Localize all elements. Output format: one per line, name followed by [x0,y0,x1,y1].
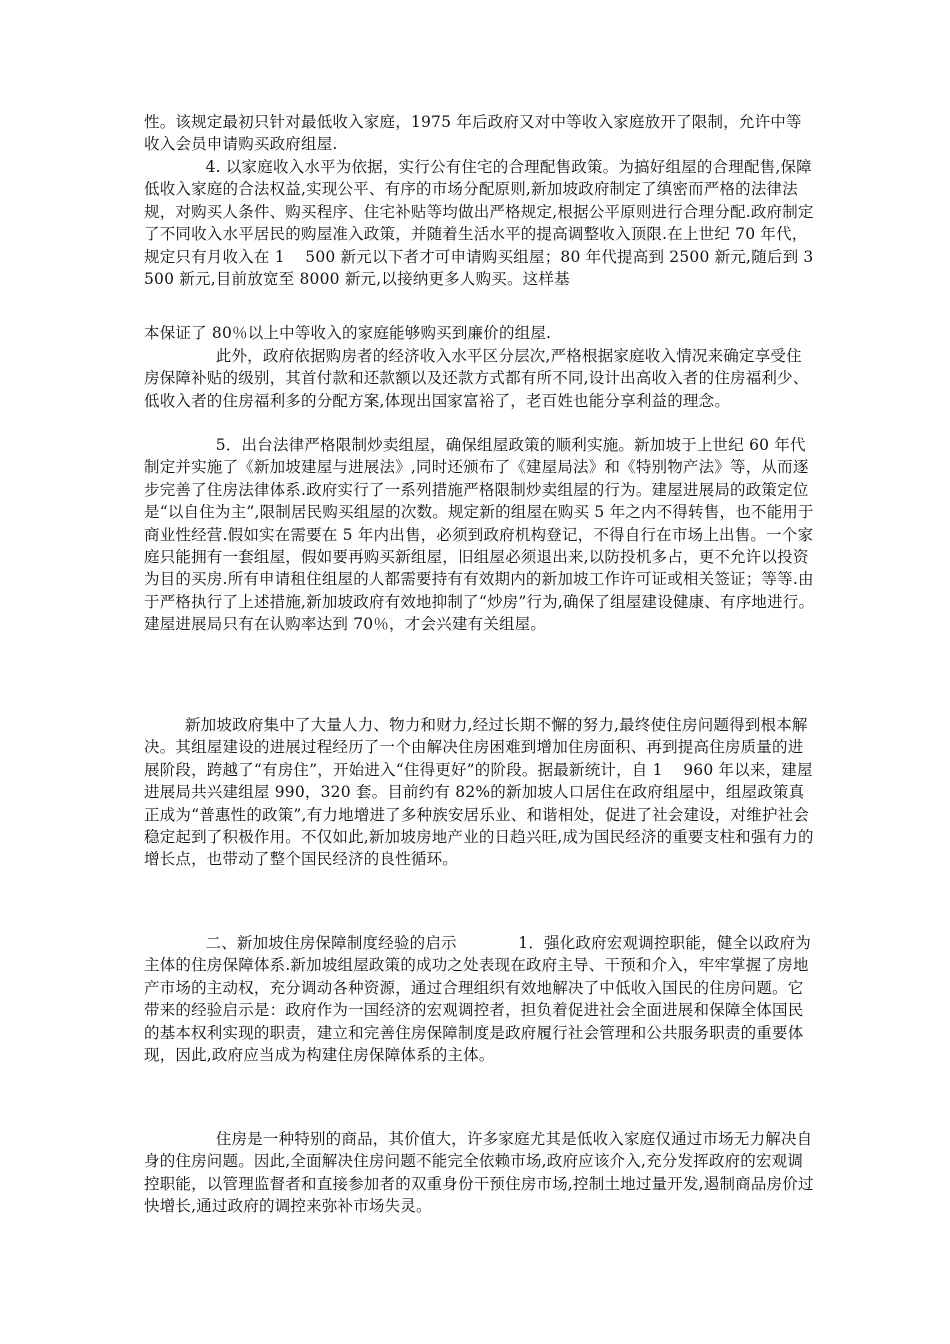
paragraph-market-intervention: 住房是一种特别的商品，其价值大，许多家庭尤其是低收入家庭仅通过市场无力解决自身的住房问题。因此,全面解决住房问题不能完全依赖市场,政府应该介入,充分发挥政府的宏观调控职能，以管理监督者和直接参加者的双重身份干预住房市场,控制土地过量开发,遏制商品房价过快增长,通过政府的调控来弥补市场失灵。 [144,1130,814,1216]
paragraph-eligibility-expansion: 性。该规定最初只针对最低收入家庭，1975 年后政府又对中等收入家庭放开了限制，允许中等收入会员申请购买政府组屋. [144,113,802,154]
paragraph-80-percent-guarantee: 本保证了 80％以上中等收入的家庭能够购买到廉价的组屋. [144,324,552,342]
paragraph-income-based-allocation: 4. 以家庭收入水平为依据，实行公有住宅的合理配售政策。为搞好组屋的合理配售,保障低收入家庭的合法权益,实现公平、有序的市场分配原则,新加坡政府制定了缜密而严格的法律法规，对购买人条件、购买程序、住宅补贴等均做出严格规定,根据公平原则进行合理分配.政府制定了不同收入水平居民的购屋准入政策，并随着生活水平的提高调整收入顶限.在上世纪 70 年代，规定只有月收入在 1 500 新元以下者才可申请购买组屋；80 年代提高到 2500 新元,随后到 3500 新元,目前放宽至 8000 新元,以接纳更多人购买。这样基 [144,158,814,289]
paragraph-tiered-subsidy: 此外，政府依据购房者的经济收入水平区分层次,严格根据家庭收入情况来确定享受住房保障补贴的级别，其首付款和还款额以及还款方式都有所不同,设计出高收入者的住房福利少、低收入者的住房福利多的分配方案,体现出国家富裕了，老百姓也能分享利益的理念。 [144,347,809,410]
paragraph-housing-achievements: 新加坡政府集中了大量人力、物力和财力,经过长期不懈的努力,最终使住房问题得到根本解决。其组屋建设的进展过程经历了一个由解决住房困难到增加住房面积、再到提高住房质量的进展阶段，跨越了“有房住”，开始进入“住得更好”的阶段。据最新统计，自 1 960 年以来，建屋进展局共兴建组屋 990，320 套。目前约有 82%的新加坡人口居住在政府组屋中，组屋政策真正成为“普惠性的政策”,有力地增进了多种族安居乐业、和谐相处，促进了社会建设，对维护社会稳定起到了积极作用。不仅如此,新加坡房地产业的日趋兴旺,成为国民经济的重要支柱和强有力的增长点，也带动了整个国民经济的良性循环。 [144,716,814,869]
paragraph-anti-speculation-law: 5．出台法律严格限制炒卖组屋，确保组屋政策的顺利实施。新加坡于上世纪 60 年代制定并实施了《新加坡建屋与进展法》,同时还颁布了《建屋局法》和《特别物产法》等，从而逐步完善了住房法律体系.政府实行了一系列措施严格限制炒卖组屋的行为。建屋进展局的政策定位是“以自住为主”,限制居民购买组屋的次数。规定新的组屋在购买 5 年之内不得转售，也不能用于商业性经营.假如实在需要在 5 年内出售，必须到政府机构登记，不得自行在市场上出售。一个家庭只能拥有一套组屋，假如要再购买新组屋，旧组屋必须退出来,以防投机多占，更不允许以投资为目的买房.所有申请租住组屋的人都需要持有有效期内的新加坡工作许可证或相关签证；等等.由于严格执行了上述措施,新加坡政府有效地抑制了“炒房”行为,确保了组屋建设健康、有序地进行。建屋进展局只有在认购率达到 70％，才会兴建有关组屋。 [144,436,815,634]
paragraph-policy-lessons: 二、新加坡住房保障制度经验的启示 1．强化政府宏观调控职能，健全以政府为主体的住房保障体系.新加坡组屋政策的成功之处表现在政府主导、干预和介入，牢牢掌握了房地产市场的主动权，充分调动各种资源，通过合理组织有效地解决了中低收入国民的住房问题。它带来的经验启示是：政府作为一国经济的宏观调控者，担负着促进社会全面进展和保障全体国民的基本权利实现的职责，建立和完善住房保障制度是政府履行社会管理和公共服务职责的重要体现，因此,政府应当成为构建住房保障体系的主体。 [144,934,811,1065]
